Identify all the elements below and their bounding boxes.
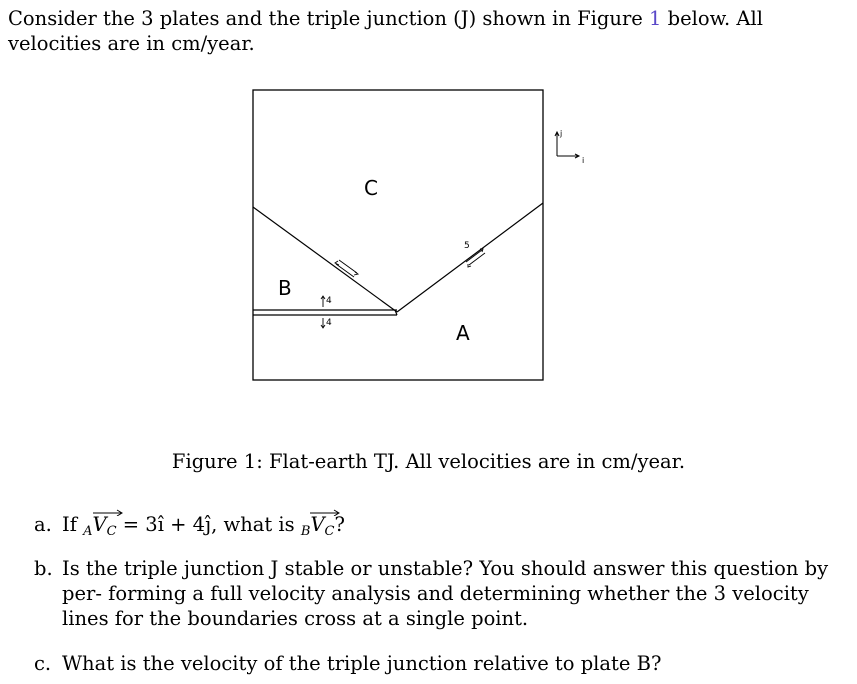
plate-figure	[240, 85, 610, 390]
rate-arrows-a-b	[321, 296, 325, 328]
boundary-b-c	[253, 207, 397, 312]
vector-2-left-subscript: B	[300, 524, 311, 539]
figure-reference-link[interactable]: 1	[649, 7, 662, 30]
question-a-equation: = 3î + 4ĵ, what is	[116, 513, 301, 536]
question-c	[34, 651, 850, 676]
rate-label-top: 4	[326, 296, 332, 306]
vector-1-left-subscript: A	[83, 524, 93, 539]
question-b-letter: b.	[34, 557, 53, 580]
intro-text-end: below. All velocities are in cm/year.	[8, 7, 763, 55]
axis-indicator-icon	[555, 132, 579, 158]
question-a	[34, 512, 850, 540]
boundary-a-c	[397, 203, 543, 312]
question-a-letter: a.	[34, 513, 52, 536]
problem-intro	[8, 6, 850, 56]
plate-b-label: B	[278, 276, 292, 300]
vector-arrow-icon	[93, 508, 123, 516]
rate-label-right: 5	[464, 241, 470, 251]
question-b	[34, 556, 850, 631]
rate-label-bottom: 4	[326, 318, 332, 328]
question-a-prefix: If	[62, 513, 84, 536]
plate-diagram	[240, 85, 610, 390]
question-c-letter: c.	[34, 652, 52, 675]
axis-label-i: i	[582, 156, 585, 165]
vector-2-right-subscript: C	[324, 524, 335, 539]
intro-text-start: Consider the 3 plates and the triple junction (J) shown in Figure	[8, 7, 650, 30]
question-a-suffix: ?	[334, 513, 345, 536]
plate-a-label: A	[456, 321, 470, 345]
axis-label-j: j	[560, 129, 563, 138]
vector-b-c: $V_C$	[310, 512, 334, 540]
vector-1-right-subscript: C	[106, 524, 117, 539]
figure-caption: Figure 1: Flat-earth TJ. All velocities are in cm/year.	[171, 450, 686, 473]
plate-c-label: C	[364, 176, 378, 200]
question-c-text: What is the velocity of the triple junction relative to plate B?	[62, 652, 662, 675]
question-b-text: Is the triple junction J stable or unstable? You should answer this question by per- forming a full velocity analysis and determining whether the 3 velocity lines for the boundaries cross at a single point.	[62, 557, 829, 630]
vector-arrow-icon	[310, 508, 340, 516]
vector-a-c: $V_C$	[93, 512, 117, 540]
